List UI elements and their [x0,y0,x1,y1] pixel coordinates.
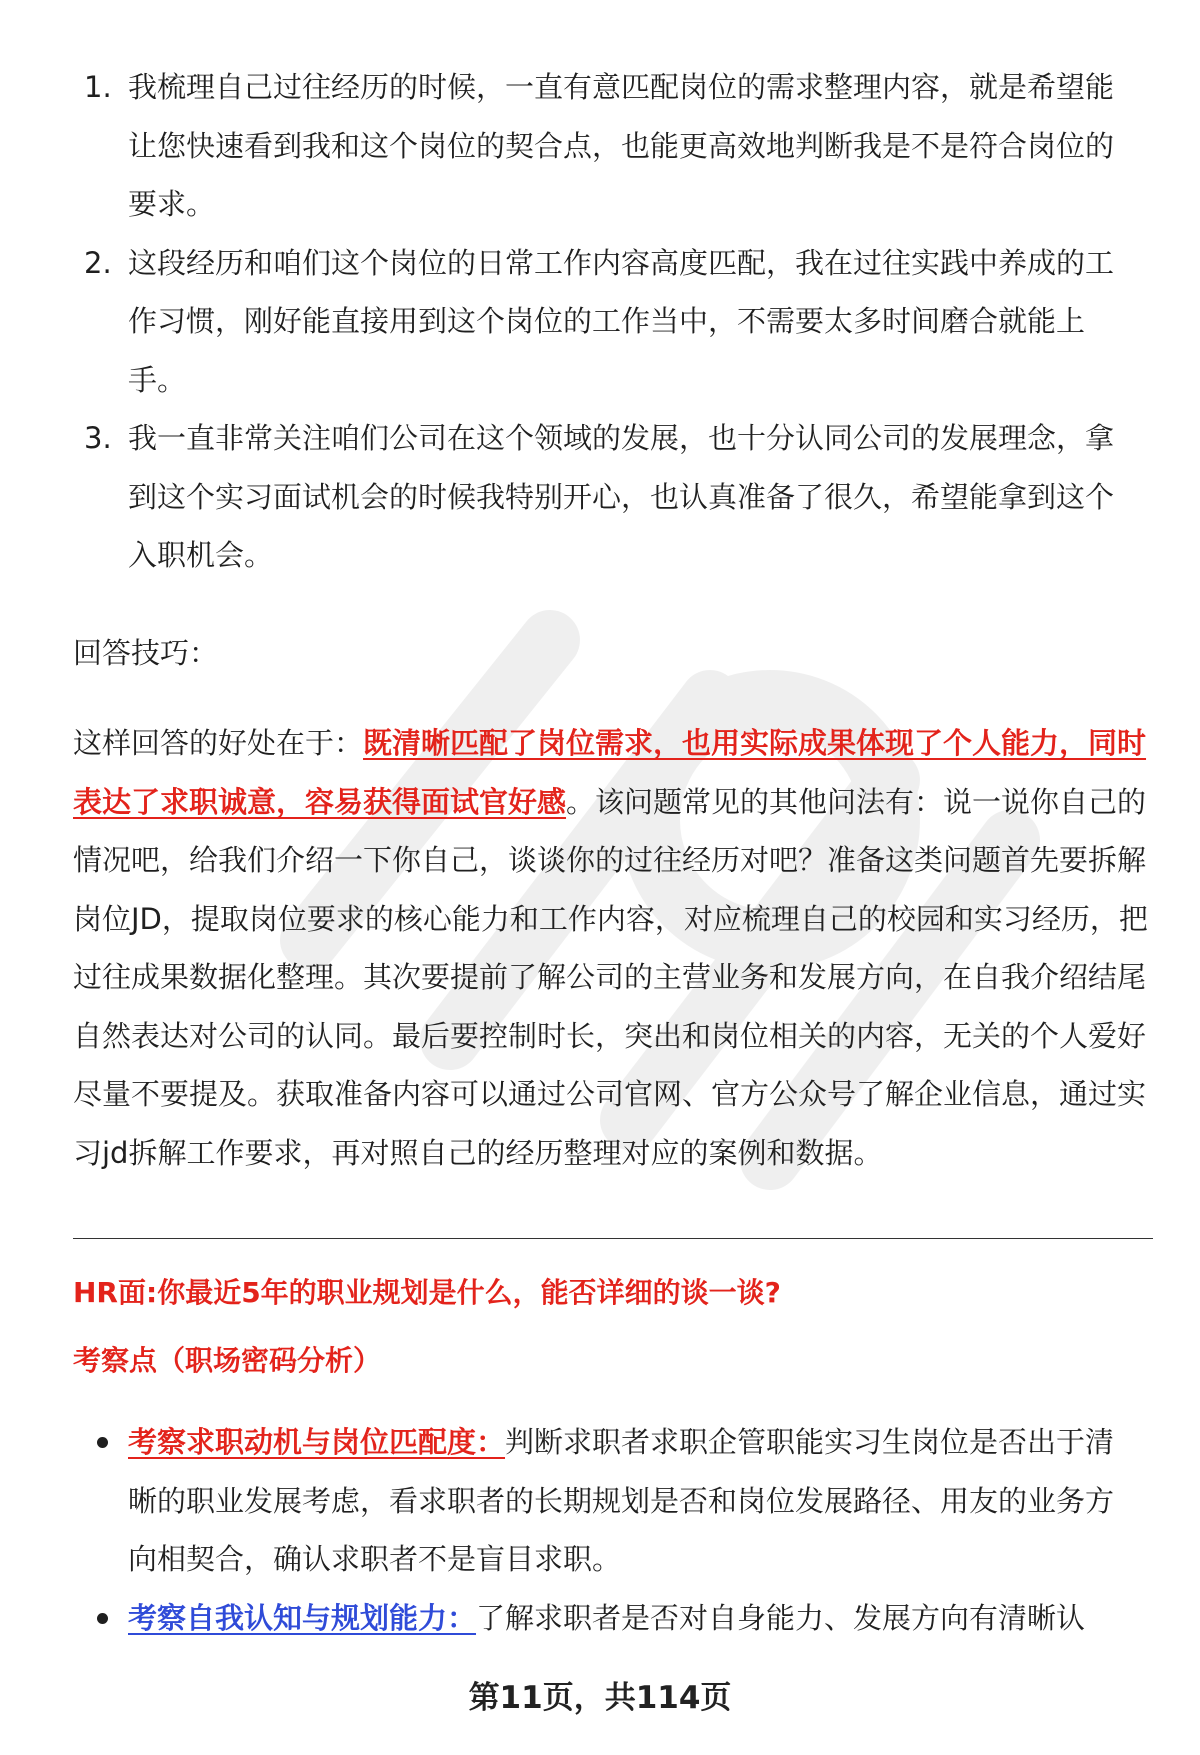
hr-question-heading: HR面:你最近5年的职业规划是什么，能否详细的谈一谈? [73,1276,781,1309]
section-divider [73,1238,1153,1239]
bullet-icon [97,1613,108,1624]
bullet-text: 判断求职者求职企管职能实习生岗位是否出于清晰的职业发展考虑，看求职者的长期规划是否和岗位发展路径、用友的业务方向相契合，确认求职者不是盲目求职。 [128,1425,1115,1576]
list-item [0,1413,1200,1589]
list-text: 我梳理自己过往经历的时候，一直有意匹配岗位的需求整理内容，就是希望能让您快速看到我和这个岗位的契合点，也能更高效地判断我是不是符合岗位的要求。 [128,70,1115,221]
list-text: 我一直非常关注咱们公司在这个领域的发展，也十分认同公司的发展理念，拿到这个实习面试机会的时候我特别开心，也认真准备了很久，希望能拿到这个入职机会。 [128,421,1115,572]
list-item [0,234,1200,410]
bullet-text: 了解求职者是否对自身能力、发展方向有清晰认 [476,1600,1086,1635]
page-footer: 第11页，共114页 [468,1680,732,1716]
list-item [0,58,1200,234]
list-number: 3. [84,421,112,455]
bullet-label: 考察自我认知与规划能力： [128,1600,477,1635]
list-number: 1. [84,70,112,104]
bullet-icon [97,1437,108,1448]
assessment-points-title: 考察点（职场密码分析） [73,1344,382,1377]
list-item [0,1589,1200,1648]
list-number: 2. [84,245,112,280]
numbered-list [0,58,1200,585]
bullet-label: 考察求职动机与岗位匹配度： [128,1425,506,1459]
list-item [0,409,1200,585]
tips-lead: 这样回答的好处在于： [73,726,364,760]
tips-body: 。该问题常见的其他问法有：说一说你自己的情况吧，给我们介绍一下你自己，谈谈你的过往经历对吧？准备这类问题首先要拆解岗位JD，提取岗位要求的核心能力和工作内容，对应梳理自己的校园和实习经历，把过往成果数据化整理。其次要提前了解公司的主营业务和发展方向，在自我介绍结尾自然表达对公司的认同。最后要控制时长，突出和岗位相关的内容，无关的个人爱好尽量不要提及。获取准备内容可以通过公司官网、官方公众号了解企业信息，通过实习jd拆解工作要求，再对照自己的经历整理对应的案例和数据。 [73,784,1148,1170]
list-text: 这段经历和咱们这个岗位的日常工作内容高度匹配，我在过往实践中养成的工作习惯，刚好能直接用到这个岗位的工作当中，不需要太多时间磨合就能上手。 [128,245,1115,397]
bullet-list [0,1413,1200,1647]
tips-heading: 回答技巧： [73,636,219,670]
tips-highlight: 既清晰匹配了岗位需求，也用实际成果体现了个人能力，同时表达了求职诚意，容易获得面试官好感 [73,726,1147,819]
tips-paragraph [73,714,1153,1182]
